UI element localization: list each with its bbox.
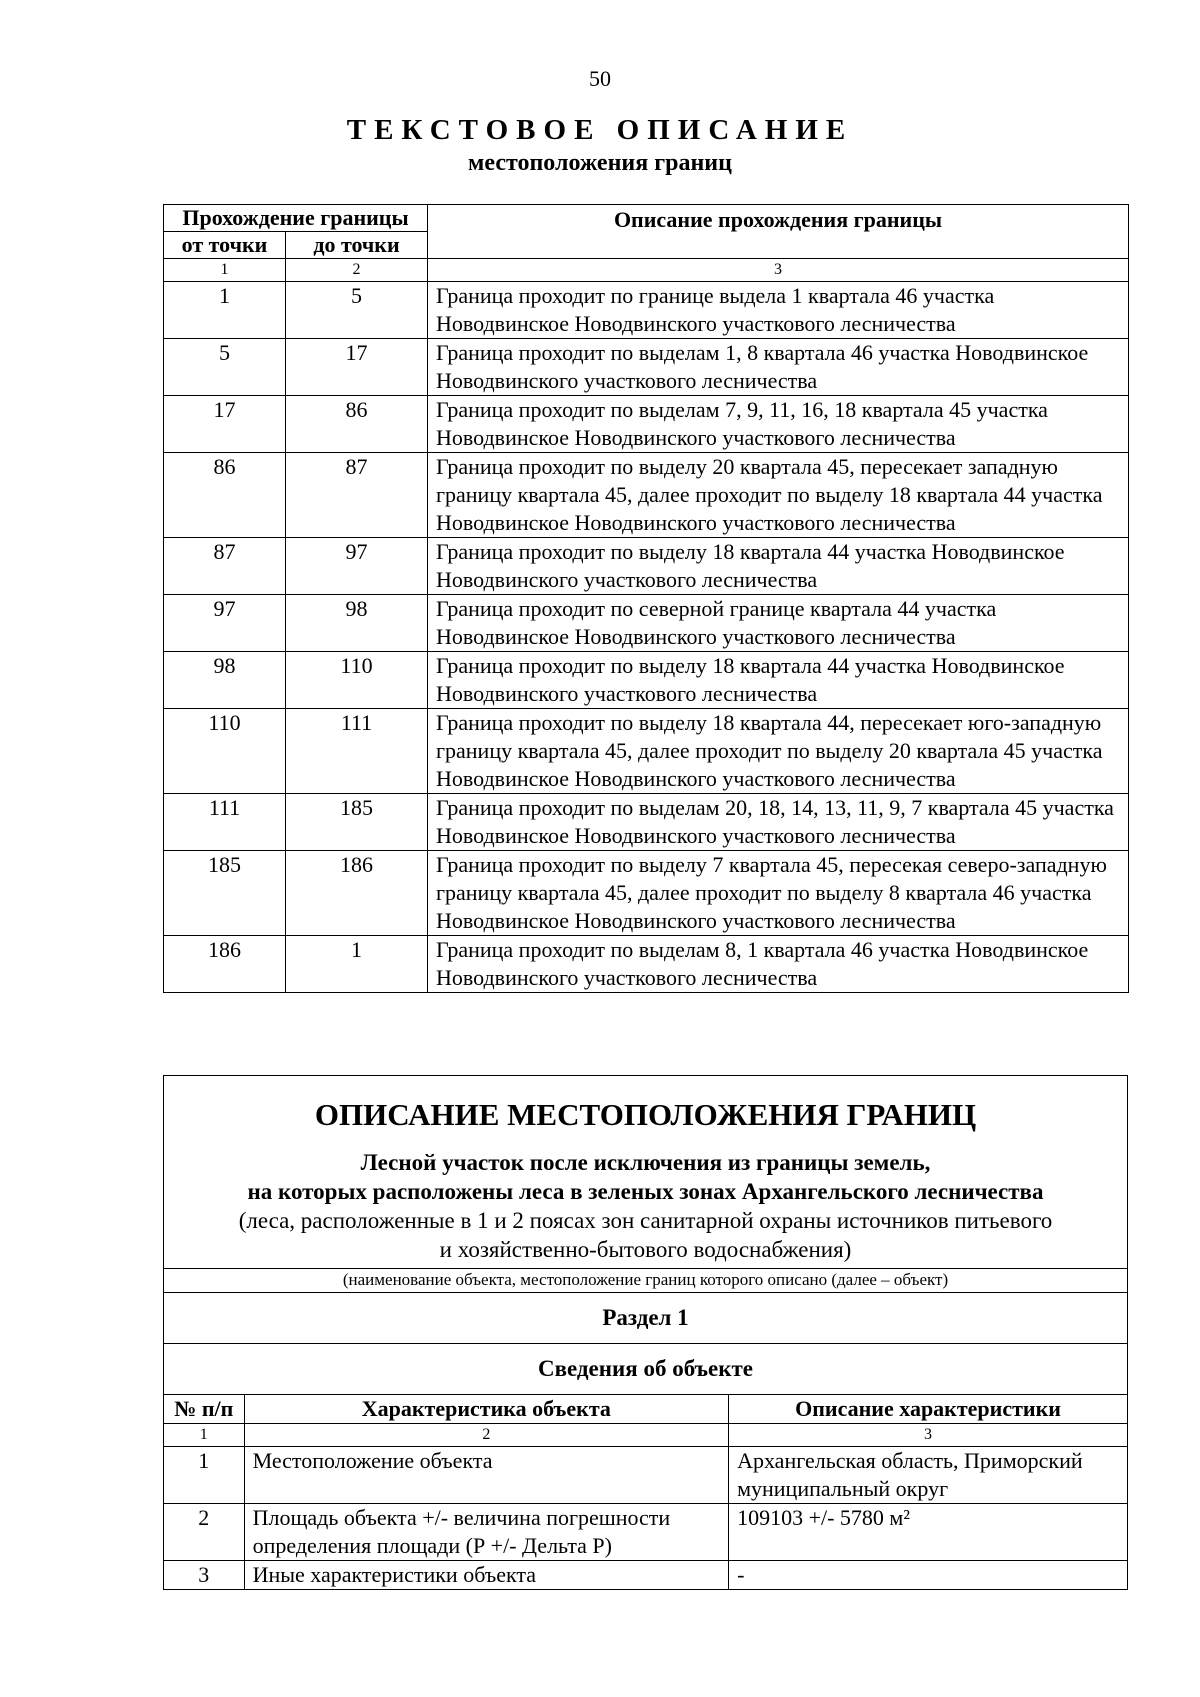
header-to-point: до точки [286, 232, 428, 259]
to-point-cell: 110 [286, 652, 428, 709]
boundary-description-cell: Граница проходит по выделам 1, 8 квартала 46 участка Новодвинское Новодвинского участкового лесничества [428, 339, 1129, 396]
boundary-description-cell: Граница проходит по выделу 18 квартала 44 участка Новодвинское Новодвинского участкового лесничества [428, 652, 1129, 709]
column-number: 3 [428, 259, 1129, 282]
object-name-line: (леса, расположенные в 1 и 2 поясах зон санитарной охраны источников питьевого [238, 1208, 1053, 1233]
object-description-block [163, 1075, 1128, 1590]
to-point-cell: 1 [286, 936, 428, 993]
boundary-description-cell: Граница проходит по выделу 18 квартала 44, пересекает юго-западную границу квартала 45, далее проходит по выделу 20 квартала 45 участка Новодвинское Новодвинского участкового лесничества [428, 709, 1129, 794]
to-point-cell: 97 [286, 538, 428, 595]
document-title: ТЕКСТОВОЕ ОПИСАНИЕ [346, 114, 854, 146]
characteristic-description-cell: - [729, 1561, 1127, 1590]
document-subtitle: местоположения границ [468, 150, 732, 176]
characteristic-description-cell: 109103 +/- 5780 м² [729, 1504, 1127, 1561]
to-point-cell: 5 [286, 282, 428, 339]
from-point-cell: 87 [164, 538, 286, 595]
from-point-cell: 17 [164, 396, 286, 453]
characteristic-cell: Местоположение объекта [244, 1447, 729, 1504]
object-header [164, 1076, 1127, 1293]
object-name-caption: (наименование объекта, местоположение границ которого описано (далее – объект) [342, 1270, 949, 1289]
column-number: 2 [286, 259, 428, 282]
section-title: Сведения об объекте [164, 1344, 1127, 1395]
boundary-description-cell: Граница проходит по выделам 20, 18, 14, 13, 11, 9, 7 квартала 45 участка Новодвинское Новодвинского участкового лесничества [428, 794, 1129, 851]
from-point-cell: 110 [164, 709, 286, 794]
object-name-line: Лесной участок после исключения из границы земель, [360, 1150, 931, 1175]
from-point-cell: 86 [164, 453, 286, 538]
boundary-row [164, 396, 1129, 453]
boundary-description-table [163, 204, 1129, 993]
object-title: ОПИСАНИЕ МЕСТОПОЛОЖЕНИЯ ГРАНИЦ [314, 1097, 977, 1132]
from-point-cell: 185 [164, 851, 286, 936]
object-info-row [164, 1504, 1127, 1561]
object-name-line: и хозяйственно-бытового водоснабжения) [439, 1237, 852, 1262]
object-info-table [164, 1395, 1127, 1589]
to-point-cell: 111 [286, 709, 428, 794]
header-boundary-description: Описание прохождения границы [428, 205, 1129, 259]
boundary-row [164, 709, 1129, 794]
boundary-row [164, 794, 1129, 851]
boundary-description-cell: Граница проходит по выделу 7 квартала 45, пересекая северо-западную границу квартала 45, далее проходит по выделу 8 квартала 46 участка Новодвинское Новодвинского участкового лесничества [428, 851, 1129, 936]
header-characteristic-description: Описание характеристики [729, 1395, 1127, 1424]
boundary-row [164, 538, 1129, 595]
from-point-cell: 5 [164, 339, 286, 396]
to-point-cell: 87 [286, 453, 428, 538]
boundary-row [164, 936, 1129, 993]
object-name-line: на которых расположены леса в зеленых зонах Архангельского лесничества [247, 1179, 1044, 1204]
object-info-row [164, 1447, 1127, 1504]
column-number: 3 [729, 1424, 1127, 1447]
from-point-cell: 186 [164, 936, 286, 993]
from-point-cell: 97 [164, 595, 286, 652]
boundary-row [164, 282, 1129, 339]
row-number-cell: 1 [164, 1447, 244, 1504]
characteristic-cell: Площадь объекта +/- величина погрешности определения площади (Р +/- Дельта Р) [244, 1504, 729, 1561]
header-boundary-passage: Прохождение границы [164, 205, 428, 232]
column-number: 1 [164, 1424, 244, 1447]
from-point-cell: 111 [164, 794, 286, 851]
boundary-row [164, 453, 1129, 538]
boundary-description-cell: Граница проходит по выделам 7, 9, 11, 16, 18 квартала 45 участка Новодвинское Новодвинского участкового лесничества [428, 396, 1129, 453]
row-number-cell: 2 [164, 1504, 244, 1561]
to-point-cell: 185 [286, 794, 428, 851]
boundary-row [164, 851, 1129, 936]
boundary-description-cell: Граница проходит по выделам 8, 1 квартала 46 участка Новодвинское Новодвинского участкового лесничества [428, 936, 1129, 993]
header-characteristic: Характеристика объекта [244, 1395, 729, 1424]
boundary-description-cell: Граница проходит по выделу 20 квартала 45, пересекает западную границу квартала 45, далее проходит по выделу 18 квартала 44 участка Новодвинское Новодвинского участкового лесничества [428, 453, 1129, 538]
to-point-cell: 86 [286, 396, 428, 453]
row-number-cell: 3 [164, 1561, 244, 1590]
to-point-cell: 17 [286, 339, 428, 396]
boundary-description-cell: Граница проходит по выделу 18 квартала 44 участка Новодвинское Новодвинского участкового лесничества [428, 538, 1129, 595]
boundary-description-cell: Граница проходит по северной границе квартала 44 участка Новодвинское Новодвинского участкового лесничества [428, 595, 1129, 652]
header-row-number: № п/п [164, 1395, 244, 1424]
to-point-cell: 186 [286, 851, 428, 936]
boundary-row [164, 595, 1129, 652]
from-point-cell: 1 [164, 282, 286, 339]
object-name [164, 1134, 1127, 1269]
column-number-row [164, 1424, 1127, 1447]
to-point-cell: 98 [286, 595, 428, 652]
page-number: 50 [589, 66, 611, 91]
boundary-row [164, 652, 1129, 709]
column-number: 1 [164, 259, 286, 282]
from-point-cell: 98 [164, 652, 286, 709]
boundary-row [164, 339, 1129, 396]
header-from-point: от точки [164, 232, 286, 259]
characteristic-description-cell: Архангельская область, Приморский муниципальный округ [729, 1447, 1127, 1504]
column-number-row [164, 259, 1129, 282]
column-number: 2 [244, 1424, 729, 1447]
characteristic-cell: Иные характеристики объекта [244, 1561, 729, 1590]
section-label: Раздел 1 [164, 1293, 1127, 1344]
boundary-description-cell: Граница проходит по границе выдела 1 квартала 46 участка Новодвинское Новодвинского участкового лесничества [428, 282, 1129, 339]
object-info-row [164, 1561, 1127, 1590]
